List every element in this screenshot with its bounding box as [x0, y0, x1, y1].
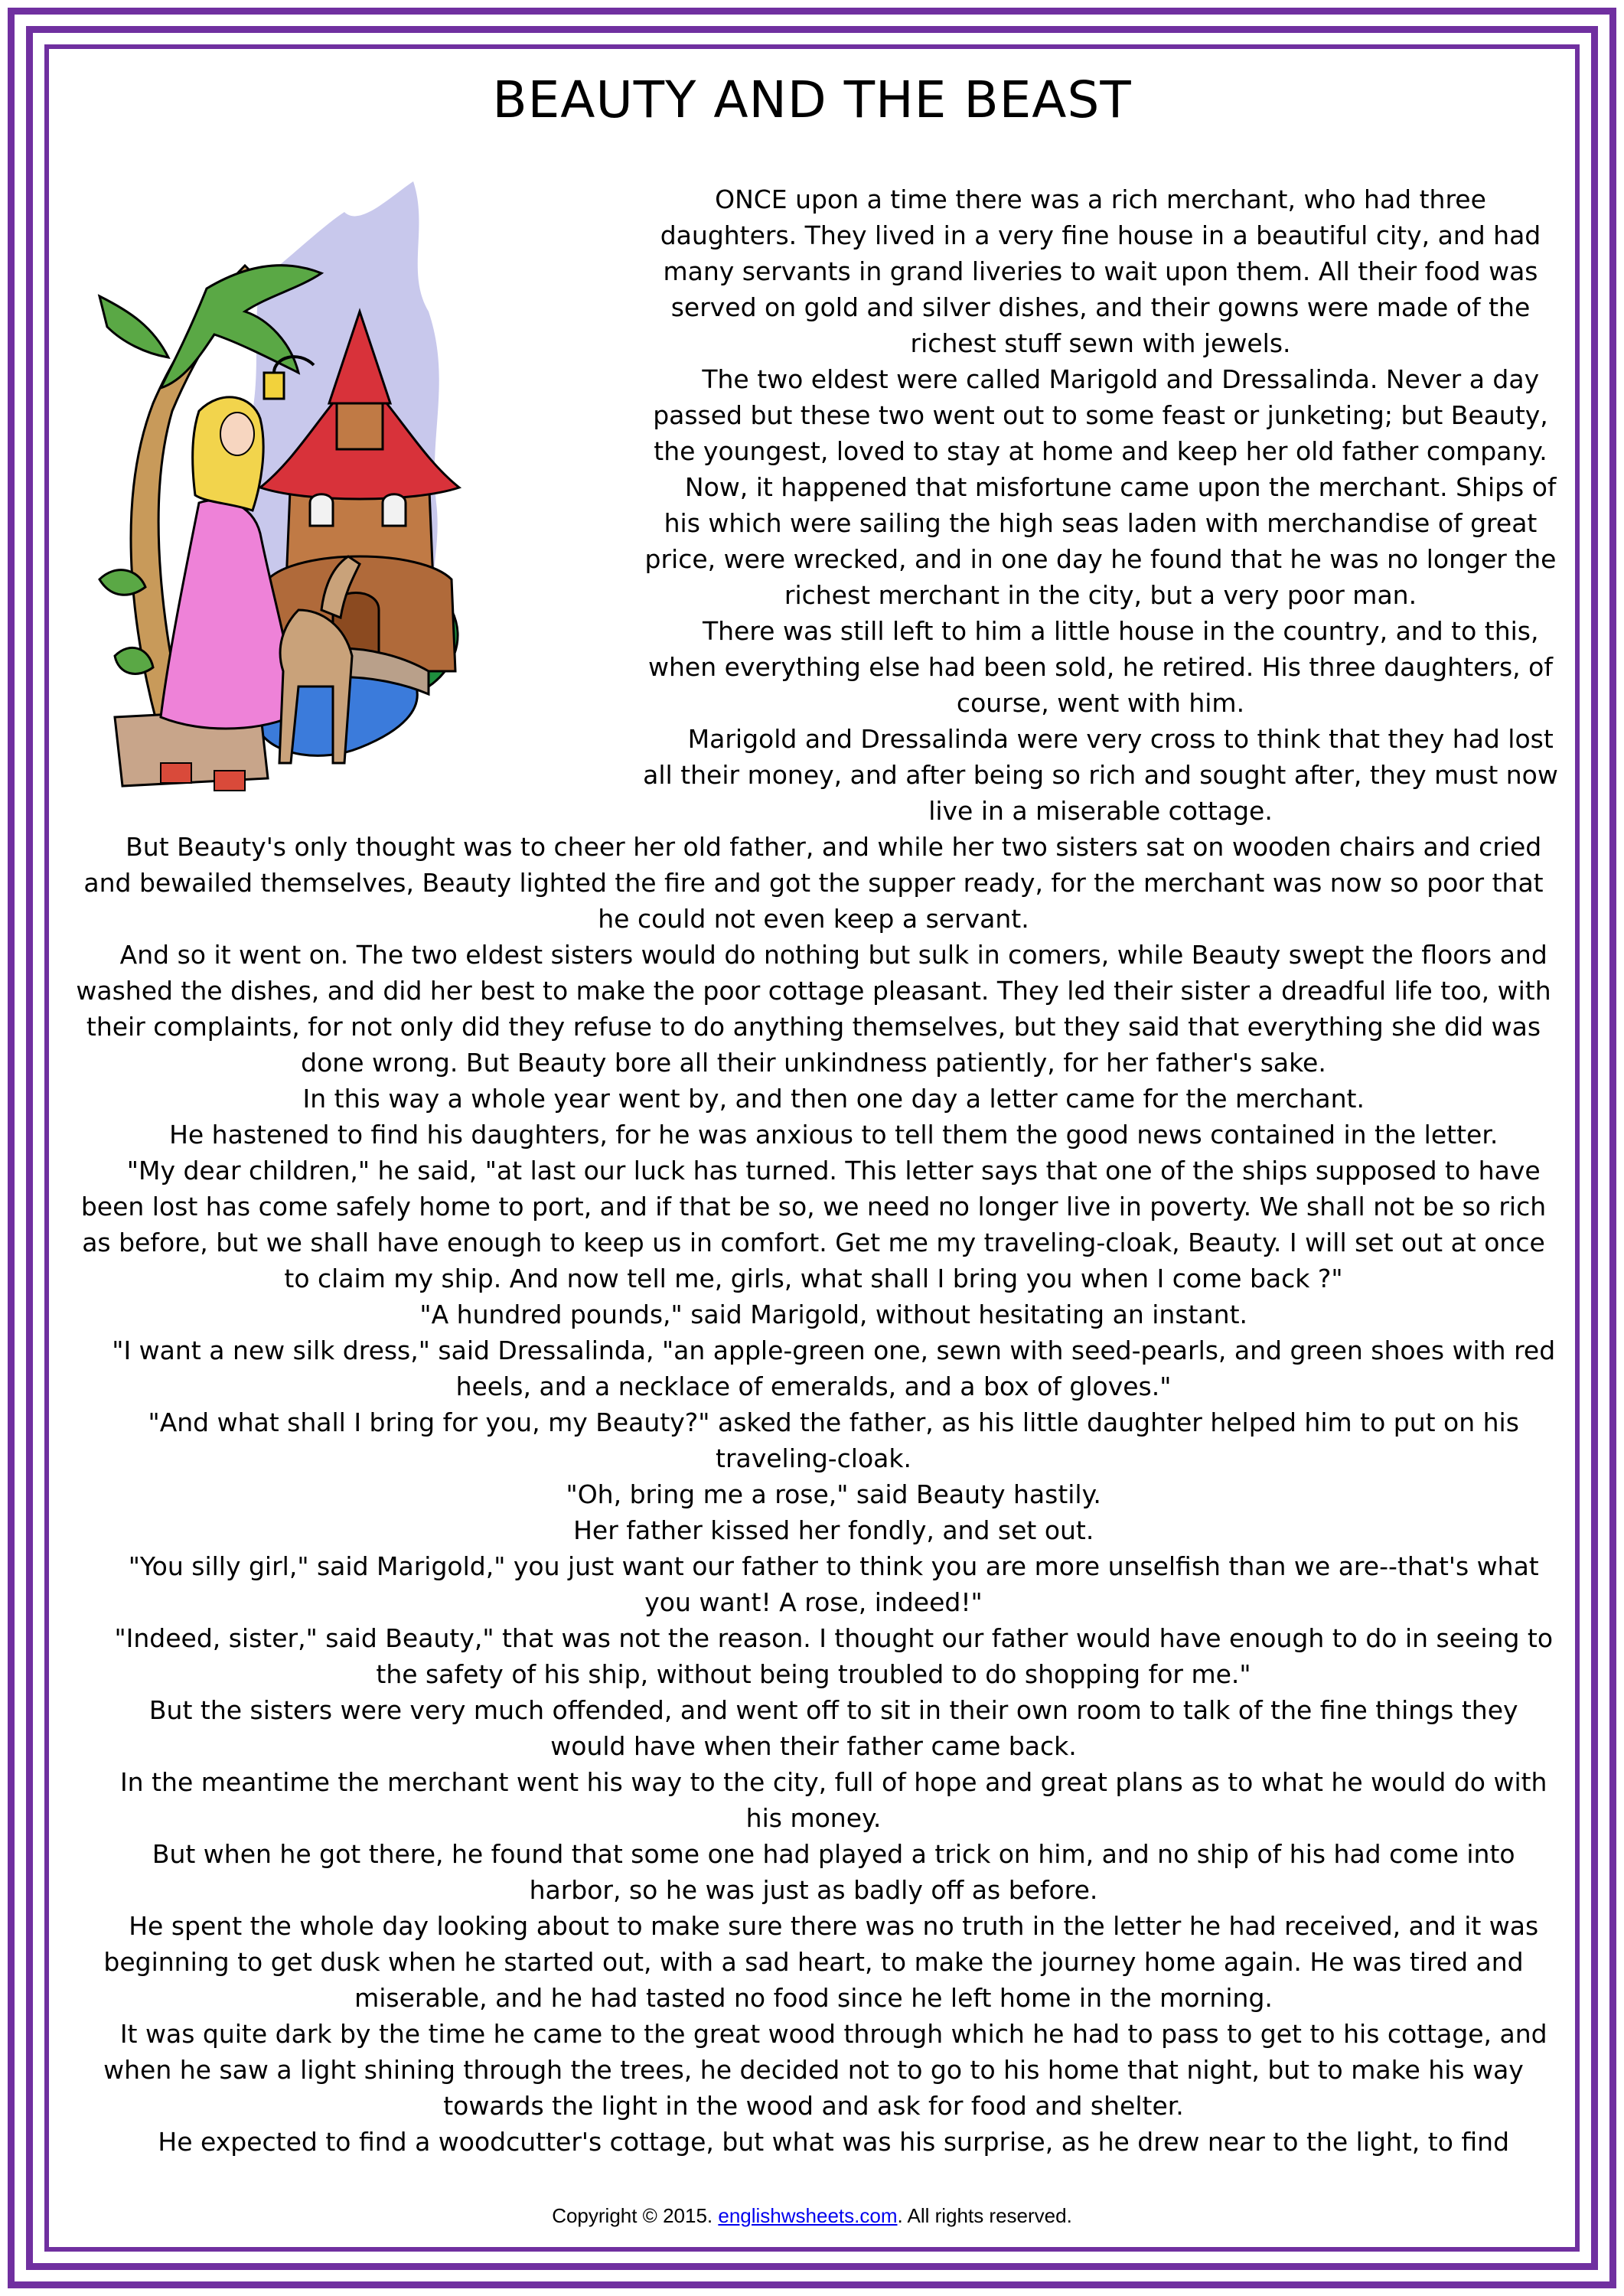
- copyright-prefix: Copyright © 2015.: [552, 2204, 713, 2227]
- beauty-castle-illustration: [69, 181, 637, 804]
- story-body: [69, 181, 1558, 2160]
- copyright-footer: [0, 2204, 1624, 2228]
- story-paragraph: "Indeed, sister," said Beauty," that was not the reason. I thought our father would have enough to do in seeing to the safety of his ship, without being troubled to do shopping for me.": [114, 1623, 1554, 1689]
- story-paragraph: In this way a whole year went by, and then one day a letter came for the merchant.: [302, 1084, 1365, 1114]
- story-paragraph: It was quite dark by the time he came to the great wood through which he had to pass to get to his cottage, and when he saw a light shining through the trees, he decided not to go to his home that night, but to make his way towards the light in the wood and ask for food and shelter.: [103, 2019, 1547, 2121]
- story-paragraph: Her father kissed her fondly, and set out.: [573, 1515, 1094, 1545]
- story-paragraph: But the sisters were very much offended, and went off to sit in their own room to talk of the fine things they would have when their father came back.: [148, 1695, 1518, 1761]
- story-paragraph: "My dear children," he said, "at last our luck has turned. This letter says that one of the ships supposed to have been lost has come safely home to port, and if that be so, we need no longer live in poverty. We shall not be so rich as before, but we shall have enough to keep us in comfort. Get me my traveling-cloak, Beauty. I will set out at once to claim my ship. And now tell me, girls, what shall I bring you when I come back ?": [80, 1156, 1547, 1293]
- story-paragraph: The two eldest were called Marigold and Dressalinda. Never a day passed but these two went out to some feast or junketing; but Beauty, the youngest, loved to stay at home and keep her old father company.: [653, 364, 1548, 466]
- story-paragraph: He expected to find a woodcutter's cottage, but what was his surprise, as he drew near to the light, to find: [158, 2127, 1510, 2157]
- story-paragraph: But Beauty's only thought was to cheer her old father, and while her two sisters sat on wooden chairs and cried and bewailed themselves, Beauty lighted the fire and got the supper ready, for the merchant was now so poor that he could not even keep a servant.: [83, 832, 1544, 934]
- story-paragraph: "You silly girl," said Marigold," you just want our father to think you are more unselfish than we are--that's what you want! A rose, indeed!": [128, 1551, 1539, 1617]
- story-paragraph: "I want a new silk dress," said Dressalinda, "an apple-green one, sewn with seed-pearls, and green shoes with red heels, and a necklace of emeralds, and a box of gloves.": [112, 1336, 1556, 1401]
- story-paragraph: And so it went on. The two eldest sisters would do nothing but sulk in comers, while Beauty swept the floors and washed the dishes, and did her best to make the poor cottage pleasant. They led their sister a dreadful life too, with their complaints, for not only did they refuse to do anything themselves, but they said that everything she did was done wrong. But Beauty bore all their unkindness patiently, for her father's sake.: [76, 940, 1551, 1078]
- site-link[interactable]: englishwsheets.com: [718, 2204, 898, 2227]
- story-paragraph: "A hundred pounds," said Marigold, without hesitating an instant.: [419, 1300, 1248, 1329]
- story-paragraph: "And what shall I bring for you, my Beauty?" asked the father, as his little daughter helped him to put on his traveling-cloak.: [148, 1407, 1519, 1473]
- story-paragraph: ONCE upon a time there was a rich merchant, who had three daughters. They lived in a very fine house in a beautiful city, and had many servants in grand liveries to wait upon them. All their food was served on gold and silver dishes, and their gowns were made of the richest stuff sewn with jewels.: [660, 184, 1541, 358]
- page-title: BEAUTY AND THE BEAST: [492, 70, 1132, 129]
- story-paragraph: Now, it happened that misfortune came upon the merchant. Ships of his which were sailing the high seas laden with merchandise of great price, were wrecked, and in one day he found that he was no longer the richest merchant in the city, but a very poor man.: [644, 472, 1557, 610]
- story-paragraph: He spent the whole day looking about to make sure there was no truth in the letter he had received, and it was beginning to get dusk when he started out, with a sad heart, to make the journey home again. He was tired and miserable, and he had tasted no food since he left home in the morning.: [103, 1911, 1539, 2013]
- story-paragraph: There was still left to him a little house in the country, and to this, when everything else had been sold, he retired. His three daughters, of course, went with him.: [648, 616, 1553, 718]
- copyright-suffix: . All rights reserved.: [897, 2204, 1072, 2227]
- story-paragraph: Marigold and Dressalinda were very cross to think that they had lost all their money, and after being so rich and sought after, they must now live in a miserable cottage.: [643, 724, 1558, 826]
- story-paragraph: "Oh, bring me a rose," said Beauty hastily.: [566, 1479, 1101, 1509]
- story-paragraph: He hastened to find his daughters, for he was anxious to tell them the good news contained in the letter.: [169, 1120, 1498, 1150]
- story-paragraph: But when he got there, he found that some one had played a trick on him, and no ship of his had come into harbor, so he was just as badly off as before.: [152, 1839, 1515, 1905]
- story-paragraph: In the meantime the merchant went his way to the city, full of hope and great plans as to what he would do with his money.: [119, 1767, 1547, 1833]
